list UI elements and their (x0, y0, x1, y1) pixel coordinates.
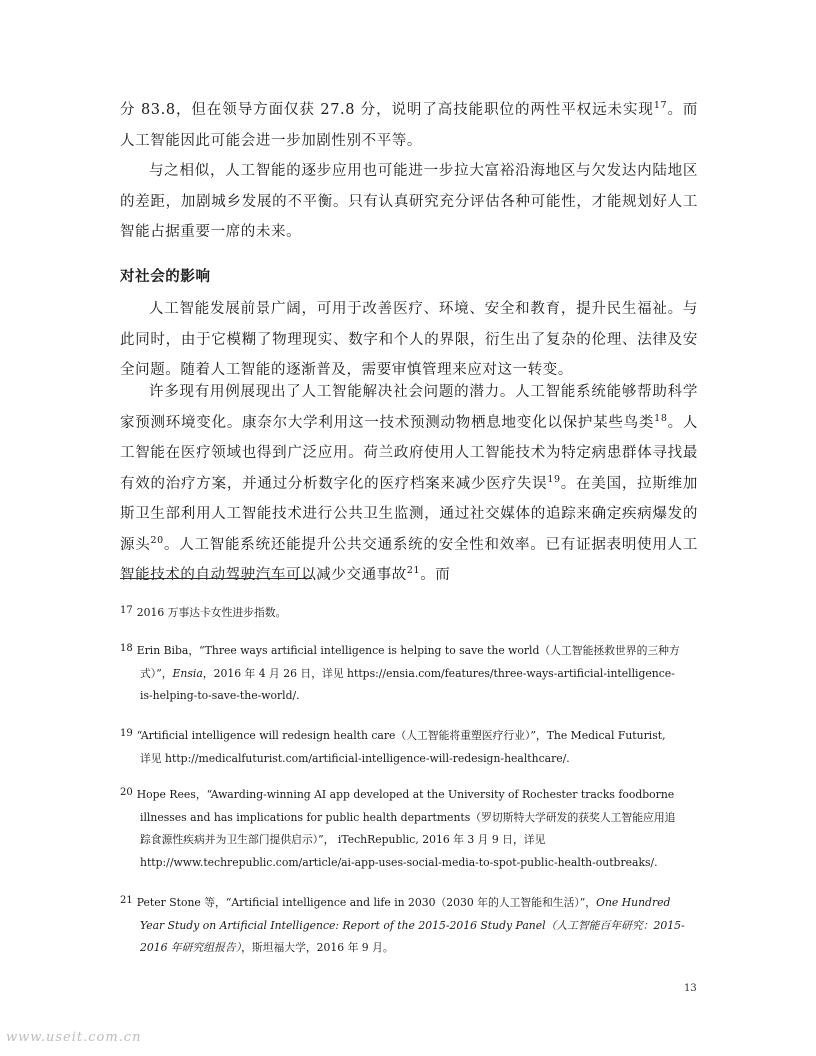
footnote-line (120, 915, 698, 938)
paragraph-text: 。在美国，拉斯维加斯卫生部利用人工智能技术进行公共卫生监测，通过社交媒体的追踪来确定疾病爆发的源头 (120, 475, 698, 553)
footnote-ref-18[interactable]: 18 (654, 412, 668, 424)
footnote-ref-19[interactable]: 19 (547, 473, 561, 485)
footnote-text: “Artificial intelligence will redesign health care（人工智能将重塑医疗行业）”，The Medical Futurist, (136, 729, 666, 742)
footnote-text: 2016 万事达卡女性进步指数。 (136, 606, 287, 619)
footnote-line: illnesses and has implications for public health departments（罗切斯特大学研发的获奖人工智能应用追 (140, 810, 676, 824)
footnote-text: 式）”， (140, 666, 173, 680)
footnote-link[interactable]: is-helping-to-save-the-world/. (140, 689, 300, 702)
footnote-text: Hope Rees，“Awarding-winning AI app developed at the University of Rochester tracks foodborne (136, 788, 675, 801)
footnote-link[interactable]: 详见 http://medicalfuturist.com/artificial-intelligence-will-redesign-healthcare/. (140, 751, 570, 765)
footnote-19 (120, 723, 698, 770)
page-number: 13 (684, 983, 697, 994)
paragraph-text: 与之相似，人工智能的逐步应用也可能进一步拉大富裕沿海地区与欠发达内陆地区的差距，加剧城乡发展的不平衡。只有认真研究充分评估各种可能性，才能规划好人工智能占据重要一席的未来。 (120, 163, 698, 240)
footnote-number: 21 (120, 895, 133, 906)
footnote-ref-21[interactable]: 21 (406, 565, 421, 577)
paragraph-use-cases (120, 377, 698, 591)
footnote-link[interactable]: http://www.techrepublic.com/article/ai-app-uses-social-media-to-spot-public-health-outbreaks/. (140, 855, 658, 869)
paragraph-regional-gap (120, 156, 698, 248)
footnote-text: ，斯坦福大学，2016 年 9 月。 (241, 941, 394, 954)
footnote-line: 踪食源性疾病并为卫生部门提供启示）”， iTechRepublic, 2016 年 3 月 9 日，详见 (140, 833, 546, 846)
publication-title: Ensia (172, 666, 203, 680)
watermark: www.useit.com.cn (6, 1030, 142, 1045)
footnote-text: Peter Stone 等，“Artificial intelligence and life in 2030（2030 年的人工智能和生活）”， (136, 896, 597, 909)
footnote-21 (120, 890, 698, 960)
footnote-17 (120, 600, 698, 625)
footnote-number: 19 (120, 728, 133, 739)
footnote-link[interactable]: ，2016 年 4 月 26 日，详见 https://ensia.com/features/three-ways-artificial-intelligence- (202, 666, 675, 680)
footnote-line (120, 937, 698, 960)
paragraph-text-tail: 。而人工智能因此可能会进一步加剧性别不平等。 (120, 102, 698, 149)
paragraph-text: 许多现有用例展现出了人工智能解决社会问题的潜力。人工智能系统能够帮助科学家预测环境变化。康奈尔大学利用这一技术预测动物栖息地变化以保护某些鸟类 (120, 384, 698, 431)
publication-title: One Hundred (596, 896, 671, 909)
publication-title: Year Study on Artificial Intelligence: Report of the 2015-2016 Study Panel（人工智能百年研究：2015- (140, 918, 685, 932)
footnote-number: 18 (120, 643, 133, 654)
footnote-text: Erin Biba，“Three ways artificial intelligence is helping to save the world（人工智能拯救世界的三种方 (136, 644, 680, 657)
paragraph-social-impact (120, 294, 698, 386)
paragraph-text: 。人工智能在医疗领域也得到广泛应用。荷兰政府使用人工智能技术为特定病患群体寻找最有效的治疗方案，并通过分析数字化的医疗档案来减少医疗失误 (120, 414, 698, 492)
paragraph-text: 。而 (420, 567, 451, 583)
footnote-ref-17[interactable]: 17 (653, 100, 668, 112)
footnote-number: 17 (120, 605, 133, 616)
footnote-number: 20 (120, 787, 133, 798)
footnote-line (120, 663, 698, 686)
publication-title: 2016 年研究组报告） (140, 941, 242, 954)
footnote-18 (120, 638, 698, 708)
paragraph-text: 人工智能发展前景广阔，可用于改善医疗、环境、安全和教育，提升民生福祉。与此同时，由于它模糊了物理现实、数字和个人的界限，衍生出了复杂的伦理、法律及安全问题。随着人工智能的逐渐普及，需要审慎管理来应对这一转变。 (120, 301, 698, 378)
footnote-ref-20[interactable]: 20 (150, 534, 164, 546)
paragraph-text: 。人工智能系统还能提升公共交通系统的安全性和效率。已有证据表明使用人工智能技术的自动驾驶汽车可以减少交通事故 (120, 536, 699, 583)
paragraph-text: 分 83.8，但在领导方面仅获 27.8 分，说明了高技能职位的两性平权远未实现 (120, 102, 654, 118)
footnote-20 (120, 782, 698, 874)
footnote-divider (120, 578, 312, 579)
section-heading: 对社会的影响 (120, 268, 211, 285)
paragraph-gender-gap (120, 95, 698, 156)
